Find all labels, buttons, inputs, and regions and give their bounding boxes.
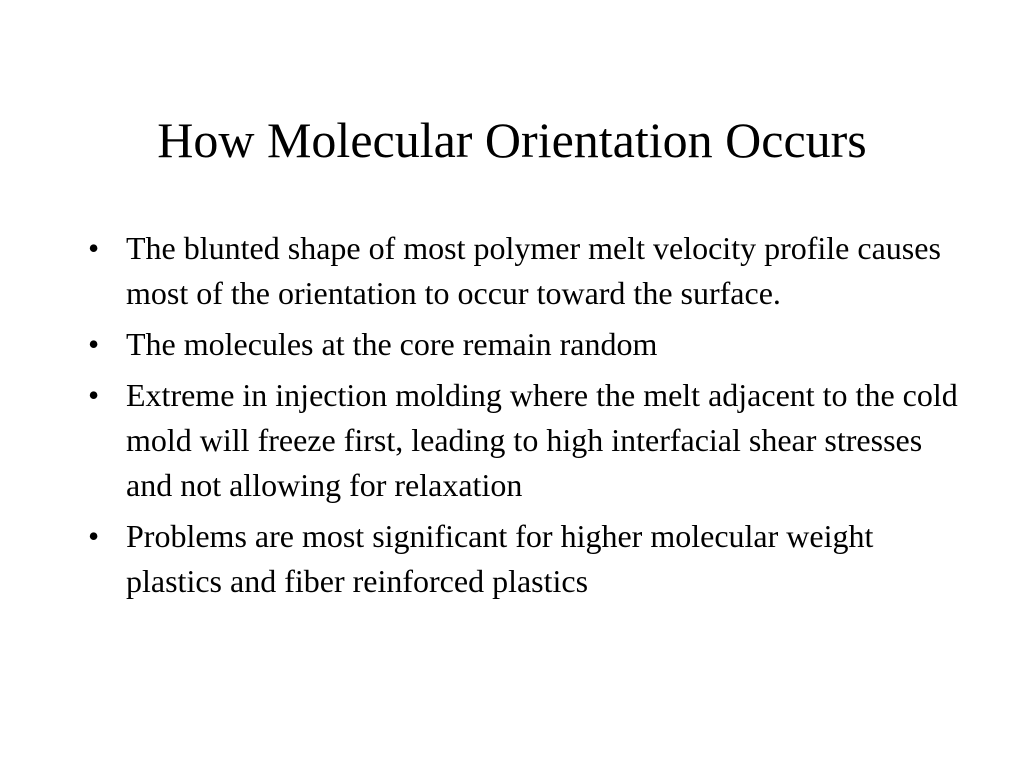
slide-title: How Molecular Orientation Occurs xyxy=(157,112,867,168)
bullet-icon: • xyxy=(88,518,100,554)
bullet-text: The blunted shape of most polymer melt velocity profile causes most of the orientation to occur toward the surface. xyxy=(126,230,941,311)
bullet-item xyxy=(88,373,958,508)
bullet-text: The molecules at the core remain random xyxy=(126,326,658,362)
bullet-icon: • xyxy=(88,326,100,362)
bullet-text: Problems are most significant for higher molecular weight plastics and fiber reinforced plastics xyxy=(126,518,874,599)
bullet-item xyxy=(88,226,958,316)
bullet-icon: • xyxy=(88,230,100,266)
bullet-list xyxy=(88,226,958,610)
bullet-text: Extreme in injection molding where the melt adjacent to the cold mold will freeze first, leading to high interfacial shear stresses and not allowing for relaxation xyxy=(126,377,958,503)
bullet-item xyxy=(88,514,958,604)
bullet-item xyxy=(88,322,958,367)
bullet-icon: • xyxy=(88,377,100,413)
